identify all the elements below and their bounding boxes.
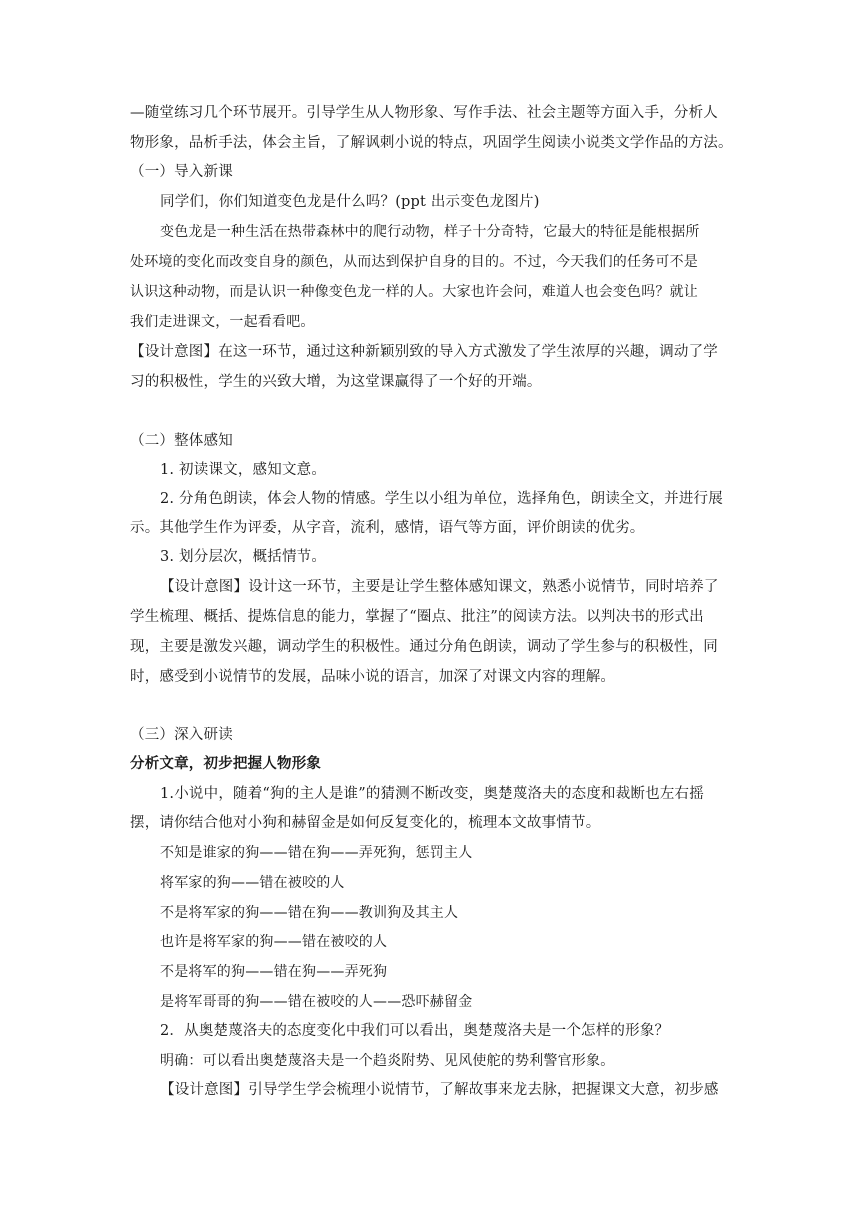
paragraph-line: 摆，请你结合他对小狗和赫留金是如何反复变化的，梳理本文故事情节。 xyxy=(130,815,601,831)
list-item: 2. 分角色朗读，体会人物的情感。学生以小组为单位，选择角色，朗读全文，并进行展 xyxy=(160,491,723,507)
plot-line: 不知是谁家的狗——错在狗——弄死狗，惩罚主人 xyxy=(160,845,473,861)
paragraph-line: 现，主要是激发兴趣，调动学生的积极性。通过分角色朗读，调动了学生参与的积极性，同 xyxy=(130,639,718,655)
plot-line: 将军家的狗——错在被咬的人 xyxy=(160,875,345,891)
paragraph-line: 同学们，你们知道变色龙是什么吗？(ppt 出示变色龙图片) xyxy=(160,194,540,210)
paragraph-line: 1.小说中，随着“狗的主人是谁”的猜测不断改变，奥楚蔑洛夫的态度和裁断也左右摇 xyxy=(160,786,704,802)
paragraph-line: 时，感受到小说情节的发展，品味小说的语言，加深了对课文内容的理解。 xyxy=(130,669,616,685)
design-intent-line: 【设计意图】在这一环节，通过这种新颖别致的导入方式激发了学生浓厚的兴趣，调动了学 xyxy=(130,344,718,360)
paragraph-line: 物形象，品析手法，体会主旨，了解讽刺小说的特点，巩固学生阅读小说类文学作品的方法。 xyxy=(130,135,733,151)
plot-line: 不是将军的狗——错在狗——弄死狗 xyxy=(160,964,388,980)
paragraph-line: 学生梳理、概括、提炼信息的能力，掌握了“圈点、批注”的阅读方法。以判决书的形式出 xyxy=(130,609,704,625)
paragraph-line: 习的积极性，学生的兴致大增，为这堂课赢得了一个好的开端。 xyxy=(130,374,542,390)
paragraph-line: 处环境的变化而改变自身的颜色，从而达到保护自身的目的。不过，今天我们的任务可不是 xyxy=(130,254,698,270)
section-heading: （一）导入新课 xyxy=(130,164,233,180)
section-heading: （三）深入研读 xyxy=(130,727,233,743)
paragraph-line: —随堂练习几个环节展开。引导学生从人物形象、写作手法、社会主题等方面入手，分析人 xyxy=(130,105,718,121)
answer-line: 明确：可以看出奥楚蔑洛夫是一个趋炎附势、见风使舵的势利警官形象。 xyxy=(160,1053,615,1069)
design-intent-line: 【设计意图】设计这一环节，主要是让学生整体感知课文，熟悉小说情节，同时培养了 xyxy=(160,579,719,595)
design-intent-line: 【设计意图】引导学生学会梳理小说情节，了解故事来龙去脉，把握课文大意，初步感 xyxy=(160,1082,719,1098)
section-heading: （二）整体感知 xyxy=(130,433,233,449)
plot-line: 是将军哥哥的狗——错在被咬的人——恐吓赫留金 xyxy=(160,994,473,1010)
paragraph-line: 示。其他学生作为评委，从字音，流利，感情，语气等方面，评价朗读的优劣。 xyxy=(130,520,645,536)
paragraph-line: 变色龙是一种生活在热带森林中的爬行动物，样子十分奇特，它最大的特征是能根据所 xyxy=(160,224,700,240)
paragraph-line: 认识这种动物，而是认识一种像变色龙一样的人。大家也许会问，难道人也会变色吗？就让 xyxy=(130,284,698,300)
subheading: 分析文章，初步把握人物形象 xyxy=(130,755,322,772)
question-line: 2．从奥楚蔑洛夫的态度变化中我们可以看出，奥楚蔑洛夫是一个怎样的形象？ xyxy=(160,1023,670,1039)
paragraph-line: 我们走进课文，一起看看吧。 xyxy=(130,314,315,330)
plot-line: 不是将军家的狗——错在狗——教训狗及其主人 xyxy=(160,905,459,921)
list-item: 3. 划分层次，概括情节。 xyxy=(160,549,327,565)
list-item: 1. 初读课文，感知文意。 xyxy=(160,462,327,478)
plot-line: 也许是将军家的狗——错在被咬的人 xyxy=(160,934,388,950)
